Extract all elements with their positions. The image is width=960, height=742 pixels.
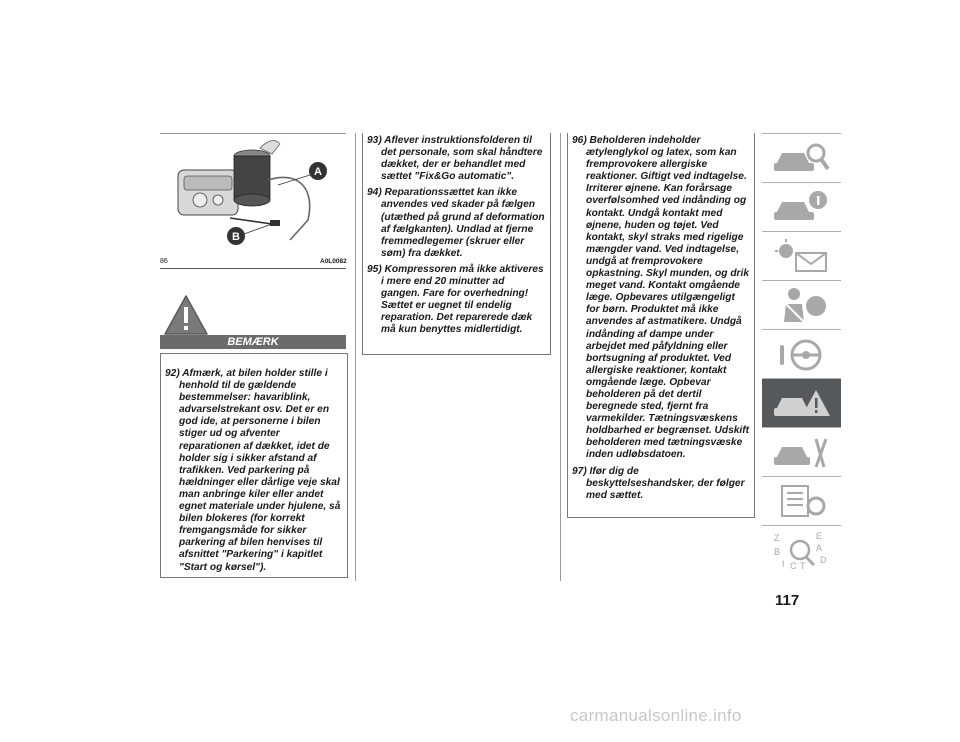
warning-box-col1 — [160, 353, 348, 578]
index-letter-z: Z — [774, 533, 780, 543]
top-rule-col1 — [160, 133, 346, 134]
note-93: 93) Aflever instruktionsfolderen til det personale, som skal håndtere dækket, der er behandlet med sættet "Fix&Go automatic". — [367, 135, 543, 183]
tab-warning-lights[interactable] — [762, 231, 841, 280]
tab-starting-driving[interactable] — [762, 329, 841, 378]
steering-wheel-icon — [772, 335, 832, 373]
tab-getting-to-know-car[interactable] — [762, 133, 841, 182]
index-letter-i: I — [782, 559, 785, 569]
note-97: 97) Ifør dig de beskyttelseshandsker, der følger med sættet. — [572, 465, 745, 501]
alphabetical-index-icon — [772, 531, 832, 569]
car-info-icon — [772, 188, 832, 226]
car-magnifier-icon — [772, 139, 832, 177]
warning-box-col3 — [567, 133, 755, 518]
index-letter-d: D — [820, 555, 827, 565]
note-92: 92) Afmærk, at bilen holder stille i henhold til de gældende bestemmelser: havariblink, advarselstrekant osv. Det er en god ide, at personerne i bilen stiger ud og afventer reparationen af dækket, idet de holder sig i sikker afstand af trafikken. Ved parkering på hældninger eller dårlige veje skal man anbringe kiler eller andet egnet materiale under hjulene, så bilen blokeres (for korrekt fremgangsmåde for sikker parkering af bilen henvises til afsnittet "Parkering" i kapitlet "Start og kørsel"). — [165, 368, 341, 573]
tire-repair-kit-illustration — [160, 140, 346, 260]
index-letter-e: E — [816, 531, 823, 541]
callout-a: A — [314, 166, 322, 178]
figure-code: A0L0082 — [320, 258, 347, 265]
note-95: 95) Kompressoren må ikke aktiveres i mere end 20 minutter ad gangen. Fare for overhedning! Sættet er uegnet til endelig reparation. Det reparerede dæk må kun benyttes midlertidigt. — [367, 263, 544, 336]
warning-lights-envelope-icon — [772, 237, 832, 275]
note-96: 96) Beholderen indeholder ætylenglykol og latex, som kan fremprovokere allergiske reaktioner. Giftigt ved indtagelse. Irriterer øjnene. Kan forårsage overfølsomhed ved indånding og kontakt. Undgå kontakt med øjnene, huden og tøjet. Ved kontakt, skyl straks med rigelige mængder vand. Ved indtagelse, undgå at fremprovokere opkastning. Skyl munden, og drik meget vand. Kontakt omgående læge. Opbevares utilgængeligt for børn. Produktet må ikke anvendes af astmatikere. Undgå indånding af dampe under arbejdet med påfyldning eller bortsugning af produktet. Ved allergiske reaktioner, kontakt omgående læge. Opbevar beholderen på det dertil beregnede sted, fjernt fra varmekilder. Tætningsvæskens holdbarhed er begrænset. Udskift beholderen med tætningsvæske inden udløbsdatoen. — [572, 135, 750, 461]
watermark: carmanualsonline.info — [570, 706, 742, 725]
index-letter-t: T — [800, 561, 806, 569]
tab-technical-specifications[interactable] — [762, 476, 841, 525]
note-94: 94) Reparationssættet kan ikke anvendes ved skader på fælgen (utæthed på grund af deformation af fælgkanten). Undlad at fjerne fremmedlegemer (skruer eller søm) fra dækket. — [367, 187, 545, 259]
tab-safety[interactable] — [762, 280, 841, 329]
index-letter-b: B — [774, 547, 781, 557]
tab-emergency[interactable] — [762, 378, 841, 427]
figure-number: 86 — [160, 258, 168, 265]
page-number: 117 — [775, 592, 800, 609]
callout-b: B — [232, 231, 240, 243]
seatbelt-airbag-icon — [772, 286, 832, 324]
index-letter-c: C — [790, 561, 797, 569]
figure-rule — [160, 268, 346, 269]
tab-index[interactable] — [762, 525, 841, 574]
tab-car-info[interactable] — [762, 182, 841, 231]
warning-triangle-icon — [163, 294, 209, 336]
chapter-tabs — [762, 133, 841, 574]
specifications-list-icon — [772, 482, 832, 520]
column-divider-1 — [355, 133, 356, 581]
car-tools-icon — [772, 433, 832, 471]
warning-box-col2 — [362, 133, 551, 355]
tab-servicing[interactable] — [762, 427, 841, 476]
column-divider-2 — [560, 133, 561, 581]
warning-banner: BEMÆRK — [160, 335, 346, 349]
car-emergency-icon — [772, 384, 832, 422]
index-letter-a: A — [816, 543, 823, 553]
